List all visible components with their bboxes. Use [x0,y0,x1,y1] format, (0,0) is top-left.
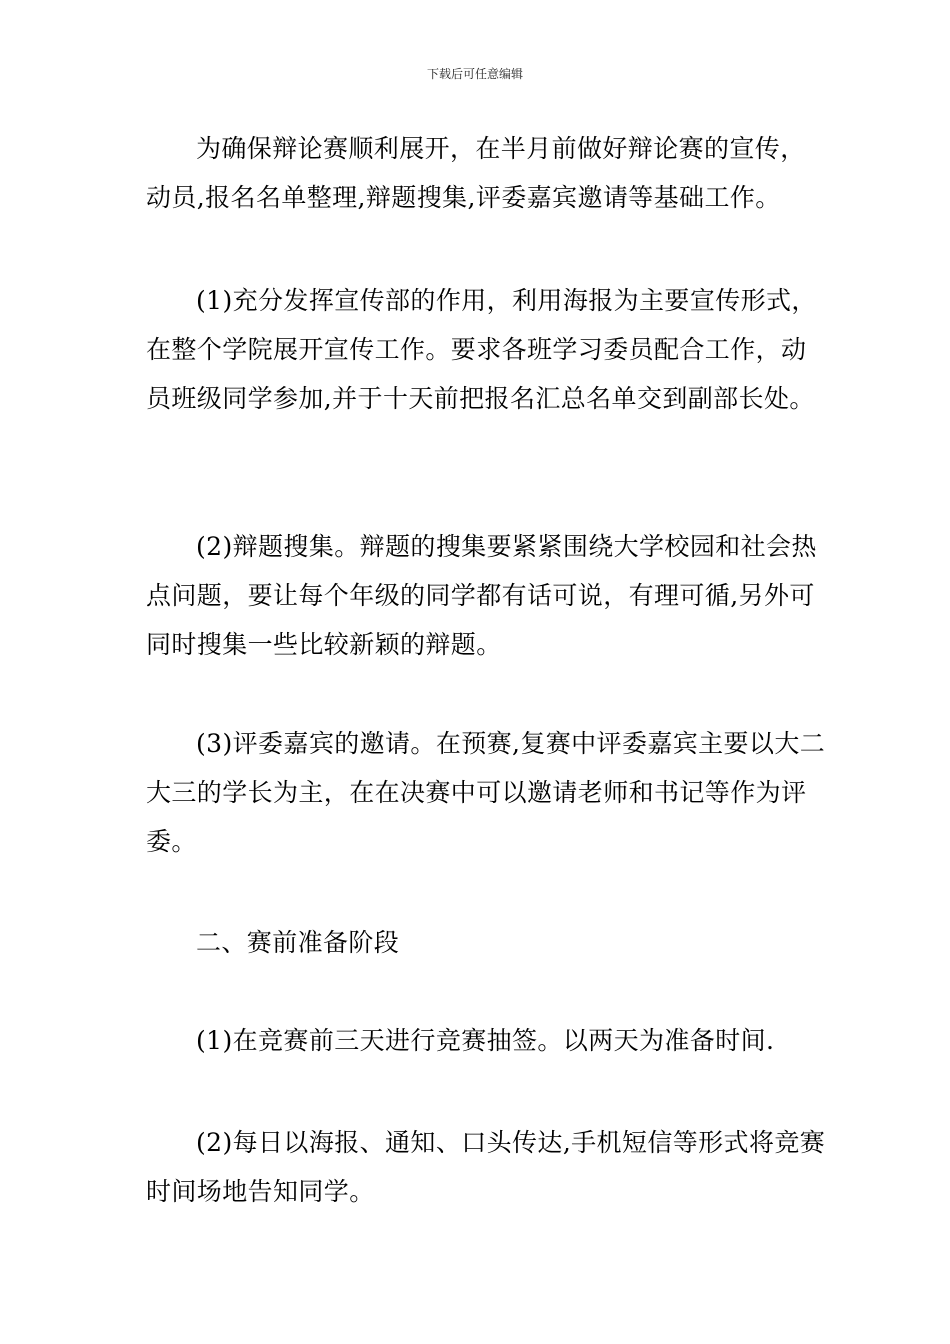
paragraph-preparation-intro: 为确保辩论赛顺利展开，在半月前做好辩论赛的宣传，动员,报名名单整理,辩题搜集,评委嘉宾邀请等基础工作。 [146,134,806,212]
paragraph-publicity: (1)充分发挥宣传部的作用，利用海报为主要宣传形式，在整个学院展开宣传工作。要求各班学习委员配合工作，动员班级同学参加,并于十天前把报名汇总名单交到副部长处。 [146,286,817,413]
paragraph-draw: (1)在竞赛前三天进行竞赛抽签。以两天为准备时间. [196,1026,775,1055]
section-heading-pre-match: 二、赛前准备阶段 [196,928,400,957]
paragraph-judge-invitation: (3)评委嘉宾的邀请。在预赛,复赛中评委嘉宾主要以大二大三的学长为主，在在决赛中可以邀请老师和书记等作为评委。 [146,729,826,856]
paragraph-notification: (2)每日以海报、通知、口头传达,手机短信等形式将竞赛时间场地告知同学。 [146,1128,826,1206]
paragraph-topic-collection: (2)辩题搜集。辩题的搜集要紧紧围绕大学校园和社会热点问题，要让每个年级的同学都有话可说，有理可循,另外可同时搜集一些比较新颖的辩题。 [146,532,817,659]
header-note: 下载后可任意编辑 [426,67,523,81]
